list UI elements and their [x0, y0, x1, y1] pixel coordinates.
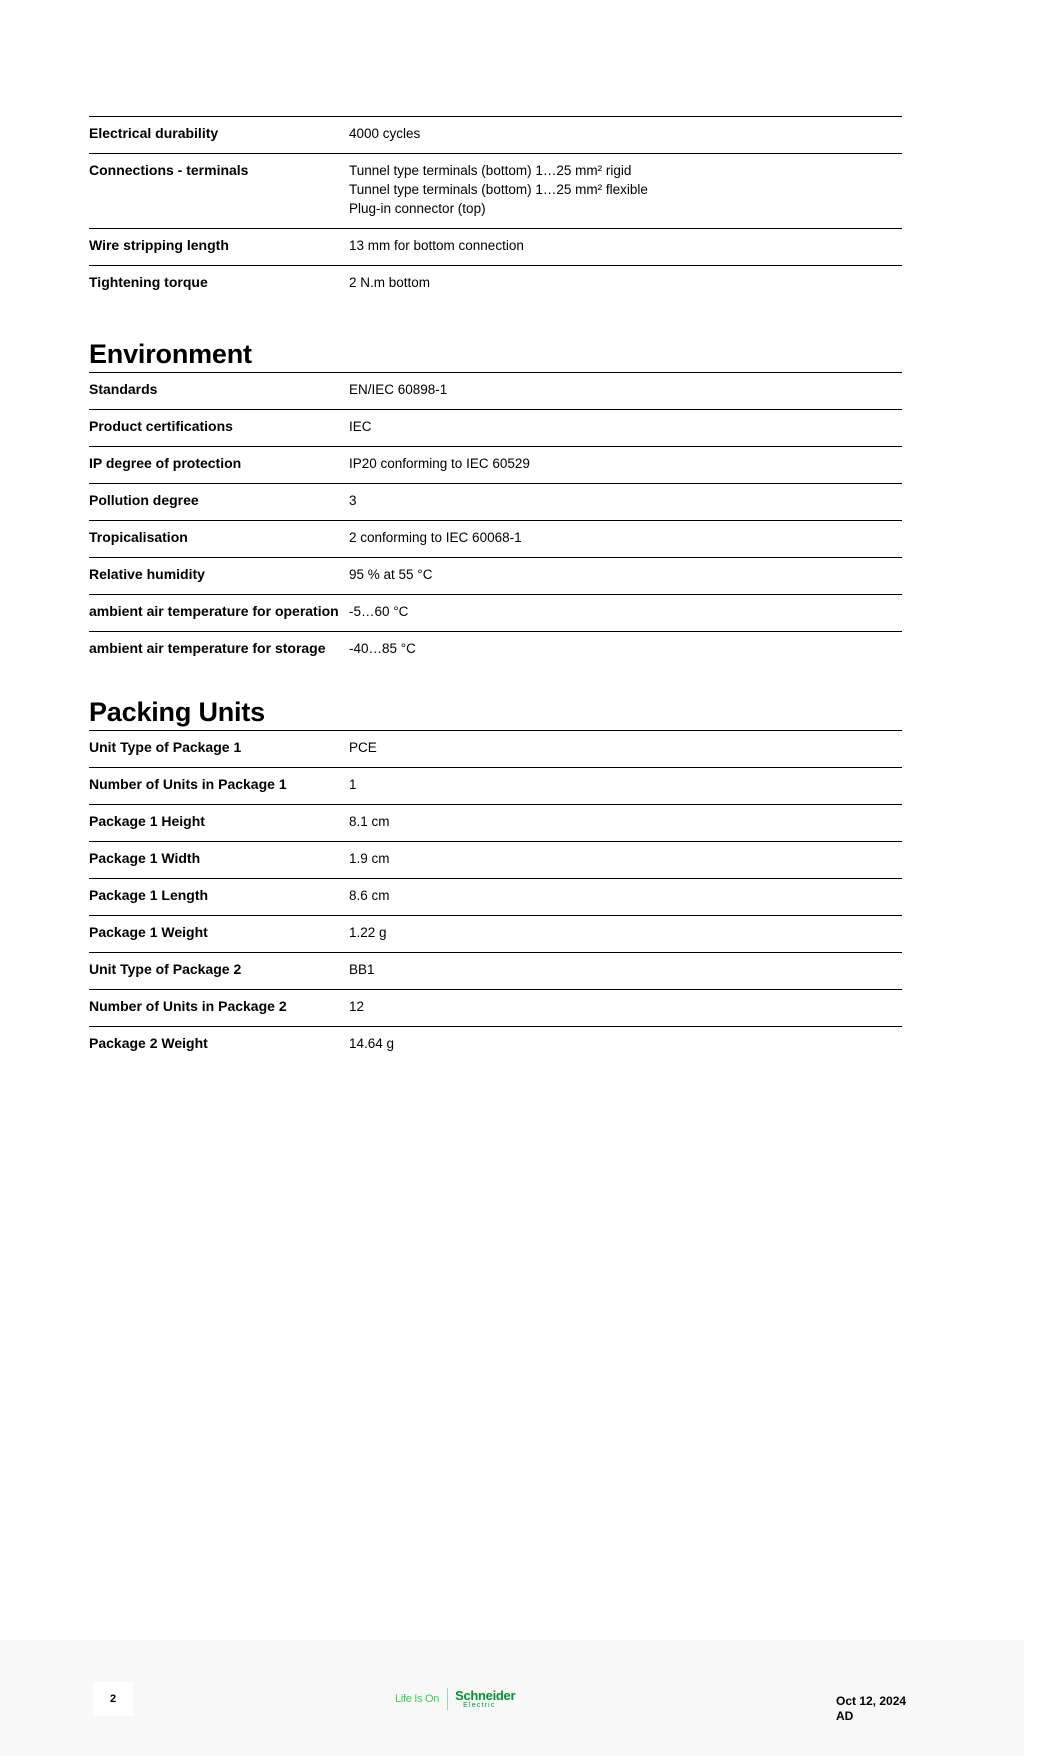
footer-date-block — [836, 1694, 906, 1724]
spec-row — [89, 990, 902, 1027]
spec-value: BB1 — [349, 962, 375, 977]
spec-content — [89, 116, 902, 1063]
spec-label: Pollution degree — [89, 492, 199, 508]
spec-row — [89, 484, 902, 521]
logo-divider — [447, 1688, 448, 1710]
schneider-electric-logo — [395, 1687, 515, 1711]
spec-table-environment — [89, 372, 902, 668]
spec-value: 95 % at 55 °C — [349, 567, 433, 582]
logo-brand-name: Schneider — [455, 1688, 516, 1703]
spec-label: Wire stripping length — [89, 237, 229, 253]
page-number: 2 — [93, 1682, 133, 1716]
spec-value: 1 — [349, 777, 357, 792]
spec-value: IEC — [349, 419, 372, 434]
spec-value: IP20 conforming to IEC 60529 — [349, 456, 530, 471]
logo-brand — [455, 1689, 515, 1709]
spec-value: 12 — [349, 999, 365, 1014]
spec-value: EN/IEC 60898-1 — [349, 382, 448, 397]
spec-row — [89, 154, 902, 229]
spec-value: 14.64 g — [349, 1036, 395, 1051]
spec-label: Standards — [89, 381, 158, 397]
spec-value: 2 N.m bottom — [349, 275, 431, 290]
section-title-packing-units: Packing Units — [89, 697, 265, 727]
logo-tagline: Life Is On — [395, 1693, 440, 1705]
spec-value: 1.22 g — [349, 925, 387, 940]
page-footer — [0, 1640, 1024, 1756]
logo-brand-sub: Electric — [463, 1702, 496, 1709]
spec-label: Unit Type of Package 2 — [89, 961, 242, 977]
spec-label: Package 1 Weight — [89, 924, 208, 940]
spec-row — [89, 916, 902, 953]
spec-label: ambient air temperature for operation — [89, 603, 339, 619]
spec-table-packing-units — [89, 730, 902, 1063]
spec-label: Product certifications — [89, 418, 233, 434]
spec-row — [89, 1027, 902, 1064]
spec-row — [89, 731, 902, 768]
spec-row — [89, 410, 902, 447]
spec-row — [89, 266, 902, 303]
spec-value: 1.9 cm — [349, 851, 390, 866]
section-title-environment: Environment — [89, 339, 252, 369]
spec-row — [89, 805, 902, 842]
spec-label: Unit Type of Package 1 — [89, 739, 242, 755]
spec-label: Number of Units in Package 2 — [89, 998, 287, 1014]
spec-value: 8.6 cm — [349, 888, 390, 903]
spec-row — [89, 953, 902, 990]
footer-code: AD — [836, 1709, 854, 1723]
spec-row — [89, 229, 902, 266]
footer-date: Oct 12, 2024 — [836, 1694, 907, 1708]
spec-value: -40…85 °C — [349, 641, 416, 656]
spec-label: Package 1 Height — [89, 813, 205, 829]
spec-label: Connections - terminals — [89, 162, 249, 178]
spec-value: 4000 cycles — [349, 126, 421, 141]
spec-value: PCE — [349, 740, 377, 755]
spec-label: Package 1 Width — [89, 850, 201, 866]
spec-value: 8.1 cm — [349, 814, 390, 829]
spec-row — [89, 842, 902, 879]
spec-label: Relative humidity — [89, 566, 205, 582]
spec-label: Number of Units in Package 1 — [89, 776, 287, 792]
spec-value: -5…60 °C — [349, 604, 409, 619]
spec-label: Package 2 Weight — [89, 1035, 208, 1051]
spec-value: 2 conforming to IEC 60068-1 — [349, 530, 522, 545]
spec-label: IP degree of protection — [89, 455, 242, 471]
spec-row — [89, 373, 902, 410]
spec-row — [89, 558, 902, 595]
spec-row — [89, 595, 902, 632]
spec-label: Tightening torque — [89, 274, 208, 290]
spec-row — [89, 768, 902, 805]
spec-label: Tropicalisation — [89, 529, 188, 545]
spec-table-electrical — [89, 116, 902, 302]
spec-label: ambient air temperature for storage — [89, 640, 326, 656]
spec-row — [89, 447, 902, 484]
spec-label: Package 1 Length — [89, 887, 209, 903]
spec-value: 13 mm for bottom connection — [349, 238, 524, 253]
spec-row — [89, 521, 902, 558]
spec-value: 3 — [349, 493, 357, 508]
spec-value: Tunnel type terminals (bottom) 1…25 mm² rigid Tunnel type terminals (bottom) 1…25 mm² flexible Plug-in connector (top) — [349, 163, 648, 216]
spec-row — [89, 879, 902, 916]
spec-row — [89, 117, 902, 154]
spec-label: Electrical durability — [89, 125, 219, 141]
spec-row — [89, 632, 902, 669]
